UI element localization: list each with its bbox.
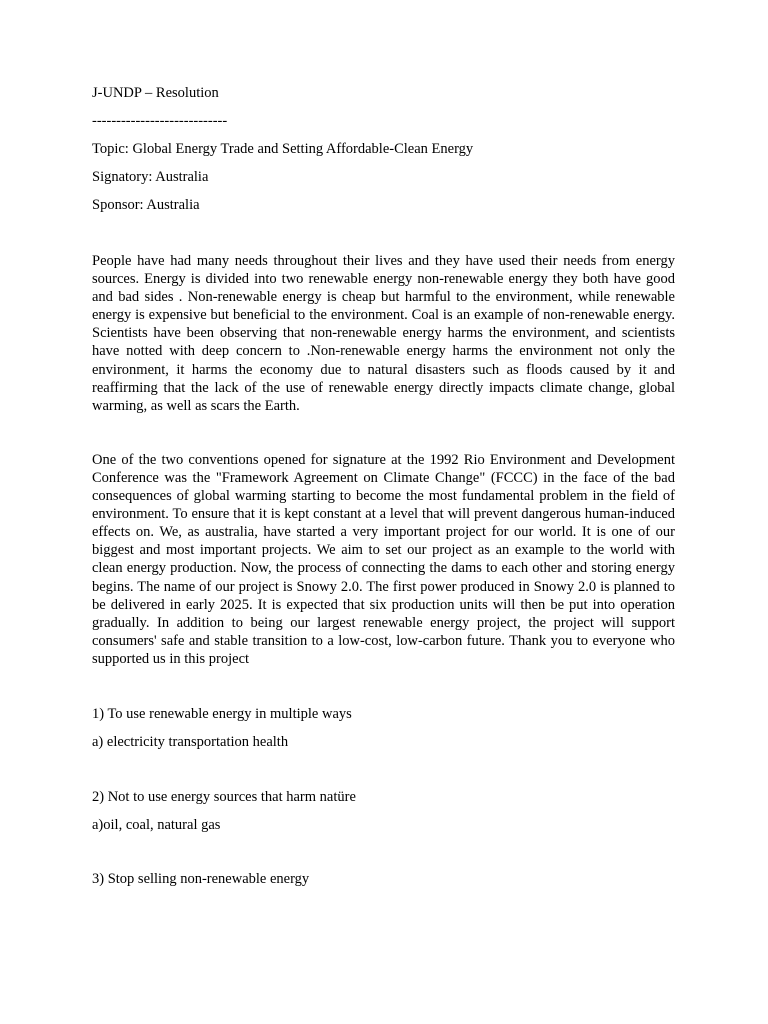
- resolution-item-2-detail: a)oil, coal, natural gas: [92, 816, 221, 833]
- sponsor-line: Sponsor: Australia: [92, 197, 200, 213]
- resolution-item-1-heading: 1) To use renewable energy in multiple ways: [92, 705, 352, 722]
- resolution-item-3-heading: 3) Stop selling non-renewable energy: [92, 870, 310, 887]
- paragraph-intro: People have had many needs throughout their lives and they have used their needs from energy sources. Energy is divided into two renewable energy non-renewable energy they both have good and bad sides . Non-renewable energy is cheap but harmful to the environment, while renewable energy is expensive but beneficial to the environment. Coal is an example of non-renewable energy. Scientists have been observing that non-renewable energy harms the environment, and scientists have notted with deep concern to .Non-renewable energy harms the environment not only the environment, it harms the economy due to natural disasters such as floods caused by it and reaffirming that the lack of the use of renewable energy directly impacts climate change, global warming, as well as scars the Earth.: [92, 253, 675, 414]
- resolution-item-2-heading: 2) Not to use energy sources that harm natüre: [92, 788, 356, 805]
- document-page: [92, 84, 675, 888]
- document-title: J-UNDP – Resolution: [92, 85, 219, 101]
- paragraph-project: One of the two conventions opened for signature at the 1992 Rio Environment and Development Conference was the "Framework Agreement on Climate Change" (FCCC) in the face of the bad consequences of global warming starting to become the most fundamental problem in the field of environment. To ensure that it is kept constant at a level that will prevent dangerous human-induced effects on. We, as australia, have started a very important project for our world. It is one of our biggest and most important projects. We aim to set our project as an example to the world with clean energy production. Now, the process of connecting the dams to each other and storing energy begins. The name of our project is Snowy 2.0. The first power produced in Snowy 2.0 is planned to be delivered in early 2025. It is expected that six production units will then be put into operation gradually. In addition to being our largest renewable energy project, the project will support consumers' safe and stable transition to a low-cost, low-carbon future. Thank you to everyone who supported us in this project: [92, 451, 675, 667]
- signatory-line: Signatory: Australia: [92, 169, 209, 185]
- separator-line: ----------------------------: [92, 113, 228, 129]
- topic-line: Topic: Global Energy Trade and Setting Affordable-Clean Energy: [92, 141, 474, 157]
- resolution-item-1-detail: a) electricity transportation health: [92, 733, 289, 750]
